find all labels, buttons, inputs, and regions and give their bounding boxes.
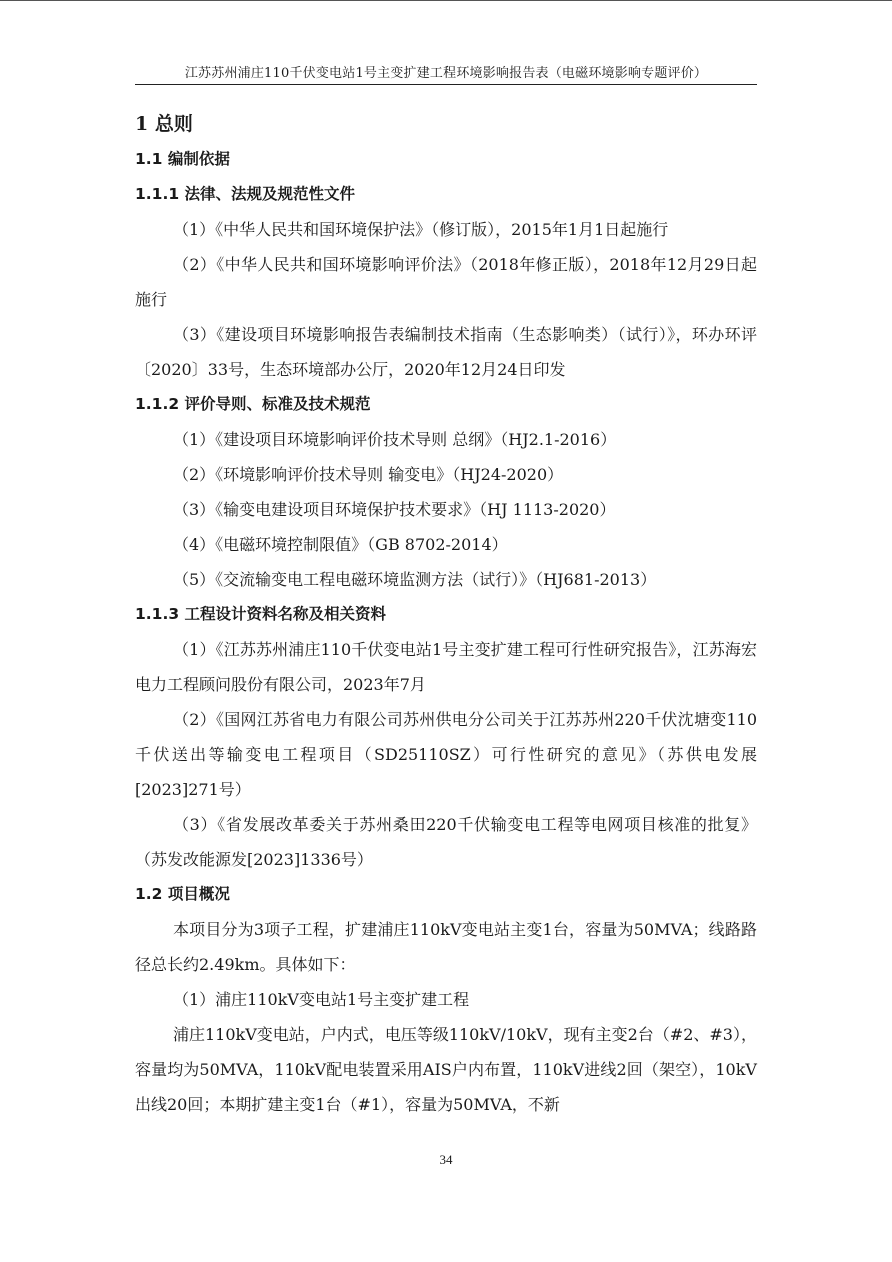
law-item: （3）《建设项目环境影响报告表编制技术指南（生态影响类）（试行）》，环办环评〔2020〕33号，生态环境部办公厅，2020年12月24日印发 bbox=[135, 325, 757, 379]
standard-item: （2）《环境影响评价技术导则 输变电》（HJ24-2020） bbox=[173, 465, 564, 484]
section-1-1-1-heading: 1.1.1 法律、法规及规范性文件 bbox=[135, 185, 356, 203]
project-overview-paragraph: 本项目分为3项子工程，扩建浦庄110kV变电站主变1台，容量为50MVA；线路路径总长约2.49km。具体如下： bbox=[135, 920, 757, 974]
design-document-item: （1）《江苏苏州浦庄110千伏变电站1号主变扩建工程可行性研究报告》，江苏海宏电力工程顾问股份有限公司，2023年7月 bbox=[135, 640, 757, 694]
standard-item: （1）《建设项目环境影响评价技术导则 总纲》（HJ2.1-2016） bbox=[173, 430, 617, 449]
design-document-item: （3）《省发展改革委关于苏州桑田220千伏输变电工程等电网项目核准的批复》（苏发改能源发[2023]1336号） bbox=[135, 815, 757, 869]
standard-item: （5）《交流输变电工程电磁环境监测方法（试行）》（HJ681-2013） bbox=[173, 570, 657, 589]
law-item: （2）《中华人民共和国环境影响评价法》（2018年修正版），2018年12月29日起施行 bbox=[135, 255, 757, 309]
law-item: （1）《中华人民共和国环境保护法》（修订版），2015年1月1日起施行 bbox=[173, 220, 669, 239]
section-1-heading: 1 总则 bbox=[135, 113, 193, 135]
section-1-1-2-heading: 1.1.2 评价导则、标准及技术规范 bbox=[135, 395, 371, 413]
standard-item: （4）《电磁环境控制限值》（GB 8702-2014） bbox=[173, 535, 508, 554]
section-1-1-3-heading: 1.1.3 工程设计资料名称及相关资料 bbox=[135, 605, 387, 623]
page-top-edge bbox=[0, 0, 892, 1]
design-document-item: （2）《国网江苏省电力有限公司苏州供电分公司关于江苏苏州220千伏沈塘变110千伏送出等输变电工程项目（SD25110SZ）可行性研究的意见》（苏供电发展[2023]271号） bbox=[135, 710, 757, 799]
section-1-2-heading: 1.2 项目概况 bbox=[135, 885, 230, 903]
page-number: 34 bbox=[439, 1152, 453, 1167]
standard-item: （3）《输变电建设项目环境保护技术要求》（HJ 1113-2020） bbox=[173, 500, 616, 519]
section-1-1-heading: 1.1 编制依据 bbox=[135, 150, 230, 168]
project-overview-paragraph: （1）浦庄110kV变电站1号主变扩建工程 bbox=[173, 990, 470, 1009]
document-body bbox=[135, 104, 757, 1122]
project-overview-paragraph: 浦庄110kV变电站，户内式，电压等级110kV/10kV，现有主变2台（#2、#3），容量均为50MVA，110kV配电装置采用AIS户内布置，110kV进线2回（架空），10kV出线20回；本期扩建主变1台（#1），容量为50MVA，不新 bbox=[135, 1025, 757, 1114]
running-header: 江苏苏州浦庄110千伏变电站1号主变扩建工程环境影响报告表（电磁环境影响专题评价） bbox=[135, 62, 757, 85]
